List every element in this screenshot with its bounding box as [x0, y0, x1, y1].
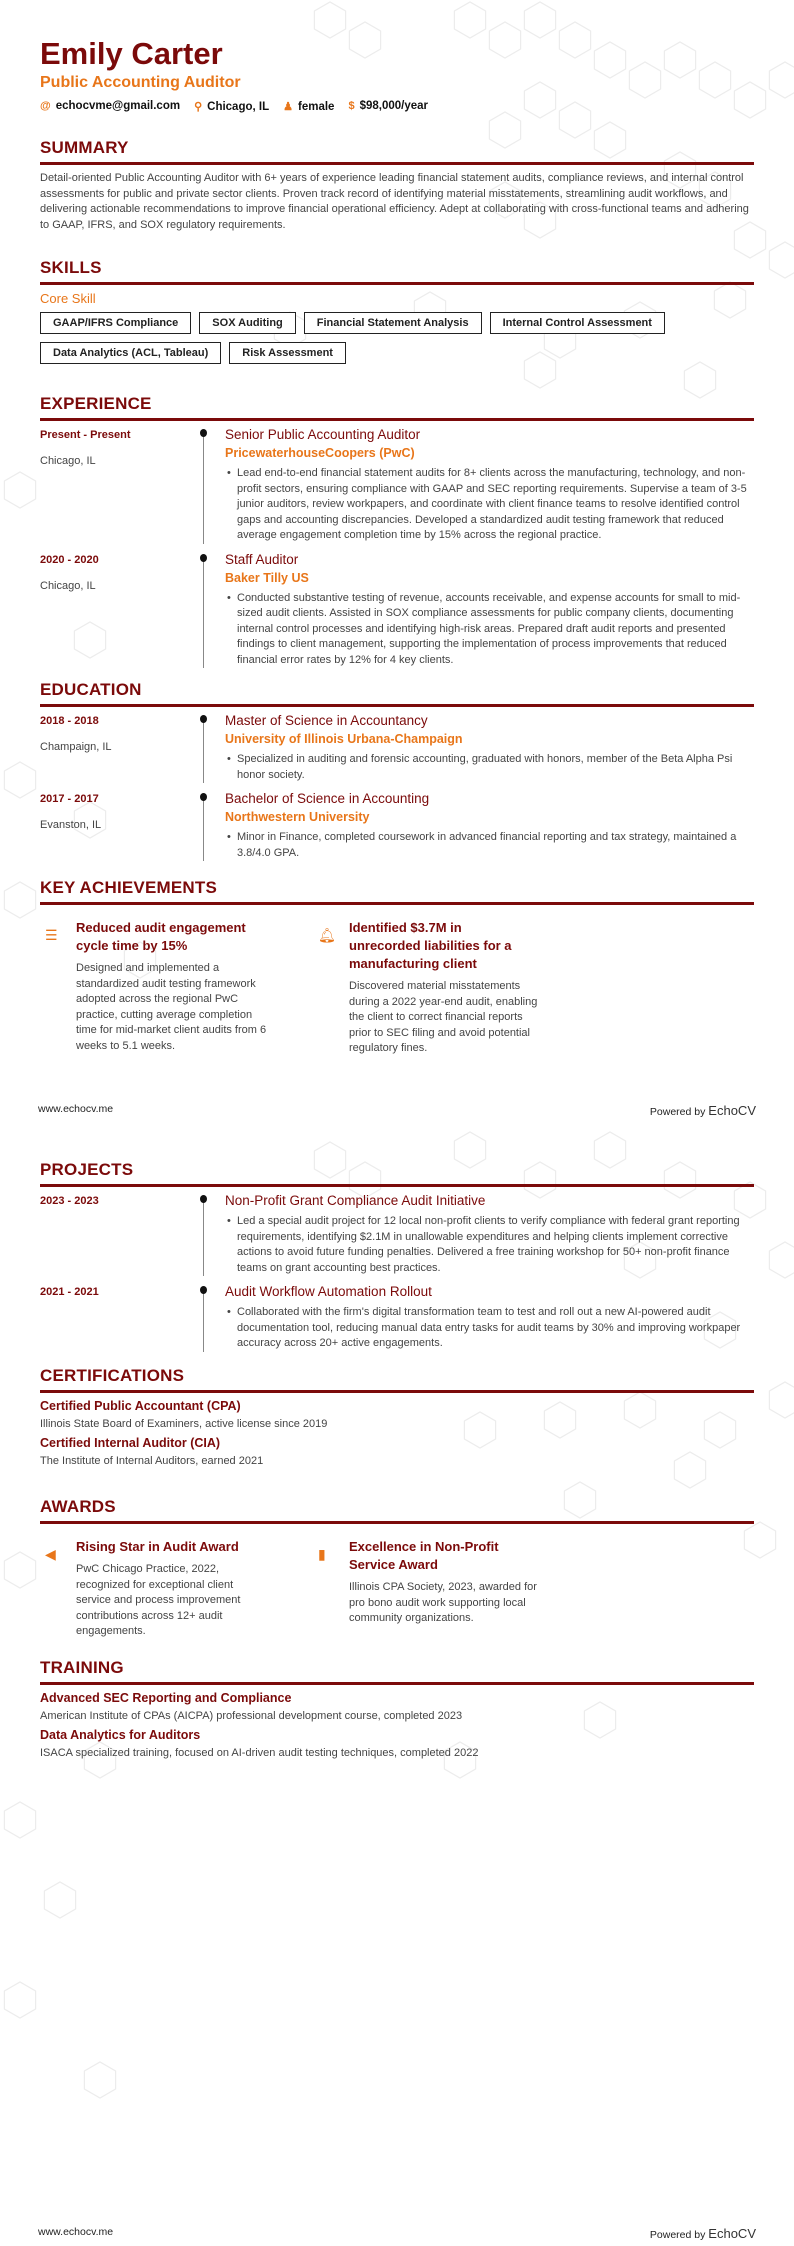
entry-title: Master of Science in Accountancy [225, 713, 428, 728]
entry-date: Present - Present [40, 429, 131, 441]
brand-name: EchoCV [708, 1103, 756, 1118]
at-icon: @ [40, 100, 51, 112]
hexagon-shape [684, 362, 715, 398]
entry-body [225, 552, 754, 669]
timeline-dot-icon [200, 1195, 207, 1203]
entry-bullets [225, 830, 754, 861]
job-title: Public Accounting Auditor [40, 74, 241, 91]
achievements-item [313, 919, 553, 1057]
summary-section [40, 138, 754, 233]
contact-email[interactable] [40, 100, 180, 113]
section-heading: EXPERIENCE [40, 394, 754, 421]
item-body [76, 919, 281, 1057]
item-description: The Institute of Internal Auditors, earned 2021 [40, 1455, 264, 1467]
gender-text: female [298, 101, 335, 113]
entry-title: Bachelor of Science in Accounting [225, 791, 430, 806]
entry-body [225, 1193, 754, 1276]
timeline-dot-icon [200, 554, 207, 562]
education-entry [40, 791, 754, 861]
contact-salary [348, 100, 428, 113]
timeline-line [203, 1197, 204, 1276]
timeline-dot-icon [200, 1286, 207, 1294]
item-description: Illinois CPA Society, 2023, awarded for pro bono audit work supporting local community organizations. [349, 1581, 537, 1624]
brand-name: EchoCV [708, 2226, 756, 2241]
awards-item [313, 1538, 553, 1640]
location-text: Chicago, IL [207, 101, 270, 113]
bullet-item: • Specialized in auditing and forensic accounting, graduated with honors, member of the Beta Alpha Psi honor society. [237, 752, 754, 783]
powered-label: Powered by [649, 1106, 706, 1118]
entry-body [225, 791, 754, 861]
hexagon-shape [84, 2062, 115, 2098]
item-description: Designed and implemented a standardized audit testing framework adopted across the regional PwC practice, cutting average completion time for mid-market client audits from 6 weeks to 5.1 weeks. [76, 962, 267, 1052]
item-description: ISACA specialized training, focused on AI-driven audit testing techniques, completed 2022 [40, 1747, 479, 1759]
section-heading: SUMMARY [40, 138, 754, 165]
timeline-dot-icon [200, 715, 207, 723]
list-icon: ☰ [45, 927, 58, 943]
bullet-item: • Conducted substantive testing of revenue, accounts receivable, and expense accounts for small to mid-sized audit clients. Assisted in SOX compliance assessments for public company clients, documenting internal control processes and identifying high-risk areas. Prepared draft audit reports and presented findings to client management, supporting the implementation of process improvements that reduced financial error rates by 12% for 4 key clients. [237, 591, 754, 669]
hexagon-shape [454, 2, 485, 38]
item-body [349, 1538, 539, 1640]
experience-section [40, 394, 754, 676]
footer-site[interactable]: www.echocv.me [38, 1103, 114, 1115]
entry-organization: Northwestern University [225, 810, 370, 824]
section-heading: TRAINING [40, 1658, 754, 1685]
header [40, 36, 754, 113]
candidate-name: Emily Carter [40, 36, 223, 71]
certifications-section [40, 1366, 754, 1467]
entry-date: 2021 - 2021 [40, 1286, 99, 1298]
footer-powered [650, 1103, 756, 1118]
hexagon-shape [769, 242, 794, 278]
skill-chip: Financial Statement Analysis [304, 312, 482, 334]
item-body [76, 1538, 281, 1640]
hexagon-shape [4, 762, 35, 798]
bullet-item: • Minor in Finance, completed coursework in advanced financial reporting and tax strategy, maintained a 3.8/4.0 GPA. [237, 830, 754, 861]
skill-chip: Data Analytics (ACL, Tableau) [40, 342, 221, 364]
item-title: Excellence in Non-Profit Service Award [349, 1539, 499, 1572]
summary-text: Detail-oriented Public Accounting Auditor with 6+ years of experience leading financial statement audits, compliance reviews, and internal control assessments for public and private sector clients. Proven track record of identifying material misstatements, streamlining audit workflows, and delivering actionable recommendations to improve financial operational efficiency. Adept at collaborating with cross-functional teams and adhering to GAAP, IFRS, and SOX regulatory requirements. [40, 172, 749, 231]
hexagon-shape [44, 1882, 75, 1918]
section-heading: PROJECTS [40, 1160, 754, 1187]
entry-bullets [225, 752, 754, 783]
timeline-dot-icon [200, 429, 207, 437]
hexagon-shape [524, 2, 555, 38]
entry-organization: Baker Tilly US [225, 570, 309, 585]
skill-chip: Risk Assessment [229, 342, 346, 364]
page-footer [38, 1103, 756, 1118]
badge-icon: ▮ [318, 1546, 326, 1562]
section-heading: EDUCATION [40, 680, 754, 707]
item-description: PwC Chicago Practice, 2022, recognized for exceptional client service and process improvement contributions across 12+ audit engagements. [76, 1563, 241, 1637]
skill-chip: Internal Control Assessment [490, 312, 665, 334]
bell-icon: 🔔︎ [318, 927, 336, 943]
skills-section [40, 258, 754, 364]
entry-bullets [225, 591, 754, 669]
entry-bullets [225, 1305, 754, 1352]
hexagon-shape [4, 1982, 35, 2018]
entry-date: 2017 - 2017 [40, 793, 99, 805]
entry-title: Senior Public Accounting Auditor [225, 427, 421, 442]
powered-label: Powered by [649, 2229, 706, 2241]
contact-list [40, 100, 754, 113]
bullet-item: • Collaborated with the firm's digital transformation team to test and roll out a new AI-powered audit documentation tool, reducing manual data entry tasks for audit teams by 30% and improving workpaper accuracy across 20+ active engagements. [237, 1305, 754, 1352]
awards-item [40, 1538, 313, 1640]
entry-title: Staff Auditor [225, 551, 299, 567]
item-title: Certified Public Accountant (CPA) [40, 1399, 241, 1413]
entry-location: Chicago, IL [40, 579, 96, 592]
hexagon-shape [314, 2, 345, 38]
hexagon-shape [769, 62, 794, 98]
entry-meta [40, 552, 205, 669]
entry-bullets [225, 1214, 754, 1276]
page-footer-2 [38, 2226, 756, 2241]
entry-date: 2020 - 2020 [40, 553, 99, 566]
entry-organization: PricewaterhouseCoopers (PwC) [225, 446, 415, 460]
hexagon-shape [4, 1802, 35, 1838]
skill-group-label: Core Skill [40, 291, 96, 306]
timeline-line [203, 556, 204, 669]
item-title: Data Analytics for Auditors [40, 1728, 201, 1742]
item-description: Illinois State Board of Examiners, active license since 2019 [40, 1418, 328, 1430]
timeline-line [203, 717, 204, 783]
email-text: echocvme@gmail.com [55, 100, 181, 112]
projects-section [40, 1160, 754, 1360]
timeline-line [203, 431, 204, 544]
skill-chip: SOX Auditing [199, 312, 295, 334]
timeline-line [203, 795, 204, 861]
item-title: Rising Star in Audit Award [76, 1539, 239, 1554]
education-section [40, 680, 754, 869]
dollar-icon: $ [348, 100, 355, 112]
item-title: Certified Internal Auditor (CIA) [40, 1436, 221, 1450]
bullet-item: • Led a special audit project for 12 local non-profit clients to verify compliance with federal grant reporting requirements, identifying $2.1M in unallowable expenditures and helping clients implement corrective actions to avoid future funding penalties. Delivered a free training workshop for 50+ non-profit finance teams on grant accounting best practices. [237, 1214, 754, 1276]
entry-meta [40, 1193, 205, 1276]
entry-title: Non-Profit Grant Compliance Audit Initiative [225, 1193, 486, 1208]
projects-entry [40, 1193, 754, 1276]
achievements-section [40, 878, 754, 1057]
item-title: Advanced SEC Reporting and Compliance [40, 1691, 292, 1705]
experience-entry [40, 552, 754, 669]
item-title: Identified $3.7M in unrecorded liabilities for a manufacturing client [349, 920, 512, 971]
entry-organization: University of Illinois Urbana-Champaign [225, 732, 463, 746]
training-section [40, 1658, 754, 1759]
entry-date: 2018 - 2018 [40, 715, 99, 727]
entry-meta [40, 791, 205, 861]
hexagon-shape [769, 1382, 794, 1418]
entry-meta [40, 713, 205, 783]
entry-body [225, 713, 754, 783]
bullet-item: • Lead end-to-end financial statement audits for 8+ clients across the manufacturing, technology, and non-profit sectors, ensuring compliance with GAAP and SEC reporting requirements. Supervise a team of 3-5 junior auditors, review workpapers, and coordinate with client finance teams to resolve identified control gaps and accounting discrepancies. Developed a standardized audit testing framework that reduced average engagement completion time by 15% across the regional practice. [237, 466, 754, 544]
entry-meta [40, 427, 205, 544]
achievements-item [40, 919, 313, 1057]
timeline-line [203, 1288, 204, 1352]
item-description: Discovered material misstatements during a 2022 year-end audit, enabling the client to correct financial reports prior to SEC filing and avoid potential regulatory fines. [349, 980, 538, 1054]
footer-powered [650, 2226, 756, 2241]
skill-chip: GAAP/IFRS Compliance [40, 312, 191, 334]
projects-entry [40, 1284, 754, 1352]
hexagon-shape [4, 882, 35, 918]
contact-location [194, 100, 269, 113]
section-heading: KEY ACHIEVEMENTS [40, 878, 754, 905]
hexagon-shape [4, 1552, 35, 1588]
entry-bullets [225, 466, 754, 544]
tag-icon: ◀ [45, 1546, 56, 1562]
entry-title: Audit Workflow Automation Rollout [225, 1284, 432, 1299]
contact-gender [283, 100, 334, 113]
education-entry [40, 713, 754, 783]
item-title: Reduced audit engagement cycle time by 15% [76, 920, 246, 953]
entry-meta [40, 1284, 205, 1352]
hexagon-shape [4, 472, 35, 508]
awards-section [40, 1497, 754, 1640]
item-body [349, 919, 539, 1057]
experience-entry [40, 427, 754, 544]
section-heading: CERTIFICATIONS [40, 1366, 754, 1393]
section-heading: AWARDS [40, 1497, 754, 1524]
hexagon-shape [769, 1242, 794, 1278]
entry-location: Chicago, IL [40, 455, 96, 467]
section-heading: SKILLS [40, 258, 754, 285]
item-description: American Institute of CPAs (AICPA) professional development course, completed 2023 [40, 1710, 463, 1722]
salary-text: $98,000/year [359, 100, 428, 112]
entry-body [225, 427, 754, 544]
entry-location: Champaign, IL [40, 741, 112, 753]
entry-location: Evanston, IL [40, 819, 102, 831]
footer-site[interactable]: www.echocv.me [38, 2226, 114, 2238]
location-pin-icon: ⚲ [194, 101, 203, 113]
person-icon: ♟ [283, 101, 293, 113]
skill-chips [40, 312, 754, 364]
entry-body [225, 1284, 754, 1352]
entry-date: 2023 - 2023 [40, 1195, 99, 1207]
timeline-dot-icon [200, 793, 207, 801]
